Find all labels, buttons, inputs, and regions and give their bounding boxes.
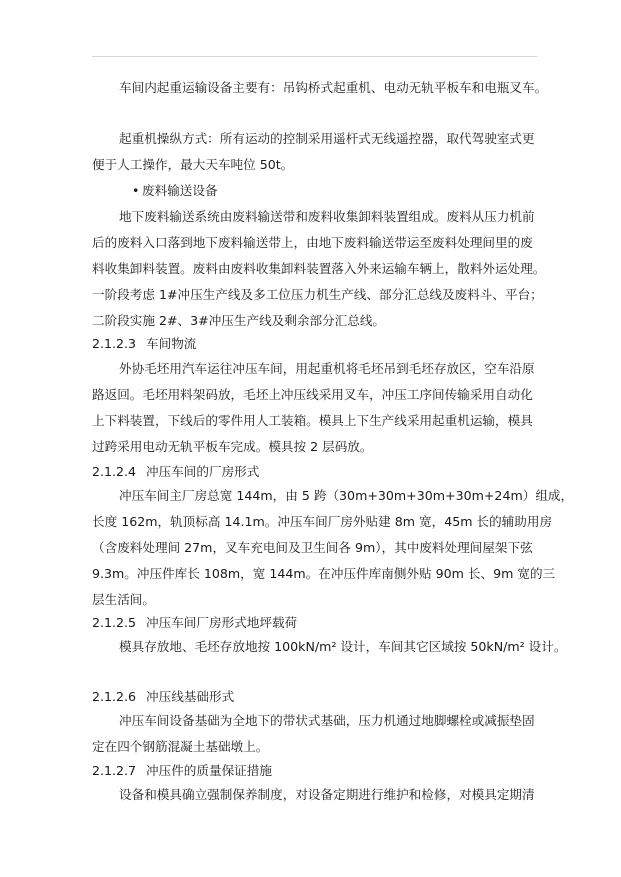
bullet-waste-conveying (132, 183, 218, 199)
section-number: 2.1.2.6 (92, 689, 137, 704)
paragraph-waste-line-5: 二阶段实施 2#、3#冲压生产线及剩余部分汇总线。 (92, 313, 386, 328)
paragraph-floor-load: 模具存放地、毛坯存放地按 100kN/m² 设计，车间其它区域按 50kN/m² 设计。 (119, 639, 567, 654)
paragraph-crane-control-line-2: 便于人工操作，最大天车吨位 50t。 (92, 157, 294, 172)
section-heading-2-1-2-7 (92, 763, 272, 779)
paragraph-waste-line-1: 地下废料输送系统由废料输送带和废料收集卸料装置组成。废料从压力机前 (119, 209, 535, 224)
bullet-text: 废料输送设备 (142, 183, 218, 198)
section-title: 冲压车间的厂房形式 (146, 464, 260, 479)
paragraph-foundation-line-1: 冲压车间设备基础为全地下的带状式基础，压力机通过地脚螺栓或减振垫固 (119, 713, 535, 728)
section-number: 2.1.2.4 (92, 464, 137, 479)
paragraph-waste-line-4: 一阶段考虑 1#冲压生产线及多工位压力机生产线、部分汇总线及废料斗、平台； (92, 287, 543, 302)
paragraph-waste-line-2: 后的废料入口落到地下废料输送带上，由地下废料输送带运至废料处理间里的废 (92, 235, 533, 250)
section-title: 冲压线基础形式 (146, 689, 235, 704)
paragraph-lifting-equipment: 车间内起重运输设备主要有：吊钩桥式起重机、电动无轨平板车和电瓶叉车。 (119, 80, 548, 95)
bullet-mark: • (132, 183, 140, 198)
section-number: 2.1.2.5 (92, 615, 137, 630)
paragraph-plant-line-5: 层生活间。 (92, 592, 155, 607)
header-rule (92, 56, 537, 57)
paragraph-plant-line-2: 长度 162m，轨顶标高 14.1m。冲压车间厂房外贴建 8m 宽，45m 长的辅助用房 (92, 514, 553, 529)
section-heading-2-1-2-4 (92, 464, 259, 480)
paragraph-plant-line-1: 冲压车间主厂房总宽 144m，由 5 跨（30m+30m+30m+30m+24m）组成， (119, 488, 574, 503)
paragraph-logistics-line-3: 上下料装置，下线后的零件用人工装箱。模具上下生产线采用起重机运输，模具 (92, 413, 533, 428)
paragraph-plant-line-3: （含废料处理间 27m，叉车充电间及卫生间各 9m），其中废料处理间屋架下弦 (92, 540, 533, 555)
paragraph-logistics-line-2: 路返回。毛坯用料架码放，毛坯上冲压线采用叉车，冲压工序间传输采用自动化 (92, 387, 533, 402)
section-heading-2-1-2-3 (92, 336, 196, 352)
section-title: 车间物流 (146, 336, 197, 351)
section-title: 冲压车间厂房形式地坪载荷 (146, 615, 298, 630)
section-number: 2.1.2.7 (92, 763, 137, 778)
paragraph-foundation-line-2: 定在四个钢筋混凝土基础墩上。 (92, 739, 269, 754)
paragraph-logistics-line-4: 过跨采用电动无轨平板车完成。模具按 2 层码放。 (92, 439, 373, 454)
paragraph-quality-line-1: 设备和模具确立强制保养制度，对设备定期进行维护和检修，对模具定期清 (119, 787, 535, 802)
section-number: 2.1.2.3 (92, 336, 137, 351)
paragraph-waste-line-3: 料收集卸料装置。废料由废料收集卸料装置落入外来运输车辆上，散料外运处理。 (92, 261, 546, 276)
paragraph-plant-line-4: 9.3m。冲压件库长 108m，宽 144m。在冲压件库南侧外贴 90m 长、9m 宽的三 (92, 566, 556, 581)
paragraph-crane-control-line-1: 起重机操纵方式：所有运动的控制采用遥杆式无线遥控器，取代驾驶室式更 (119, 131, 535, 146)
section-heading-2-1-2-6 (92, 689, 234, 705)
paragraph-logistics-line-1: 外协毛坯用汽车运往冲压车间，用起重机将毛坯吊到毛坯存放区，空车沿原 (119, 361, 535, 376)
section-heading-2-1-2-5 (92, 615, 297, 631)
section-title: 冲压件的质量保证措施 (146, 763, 272, 778)
